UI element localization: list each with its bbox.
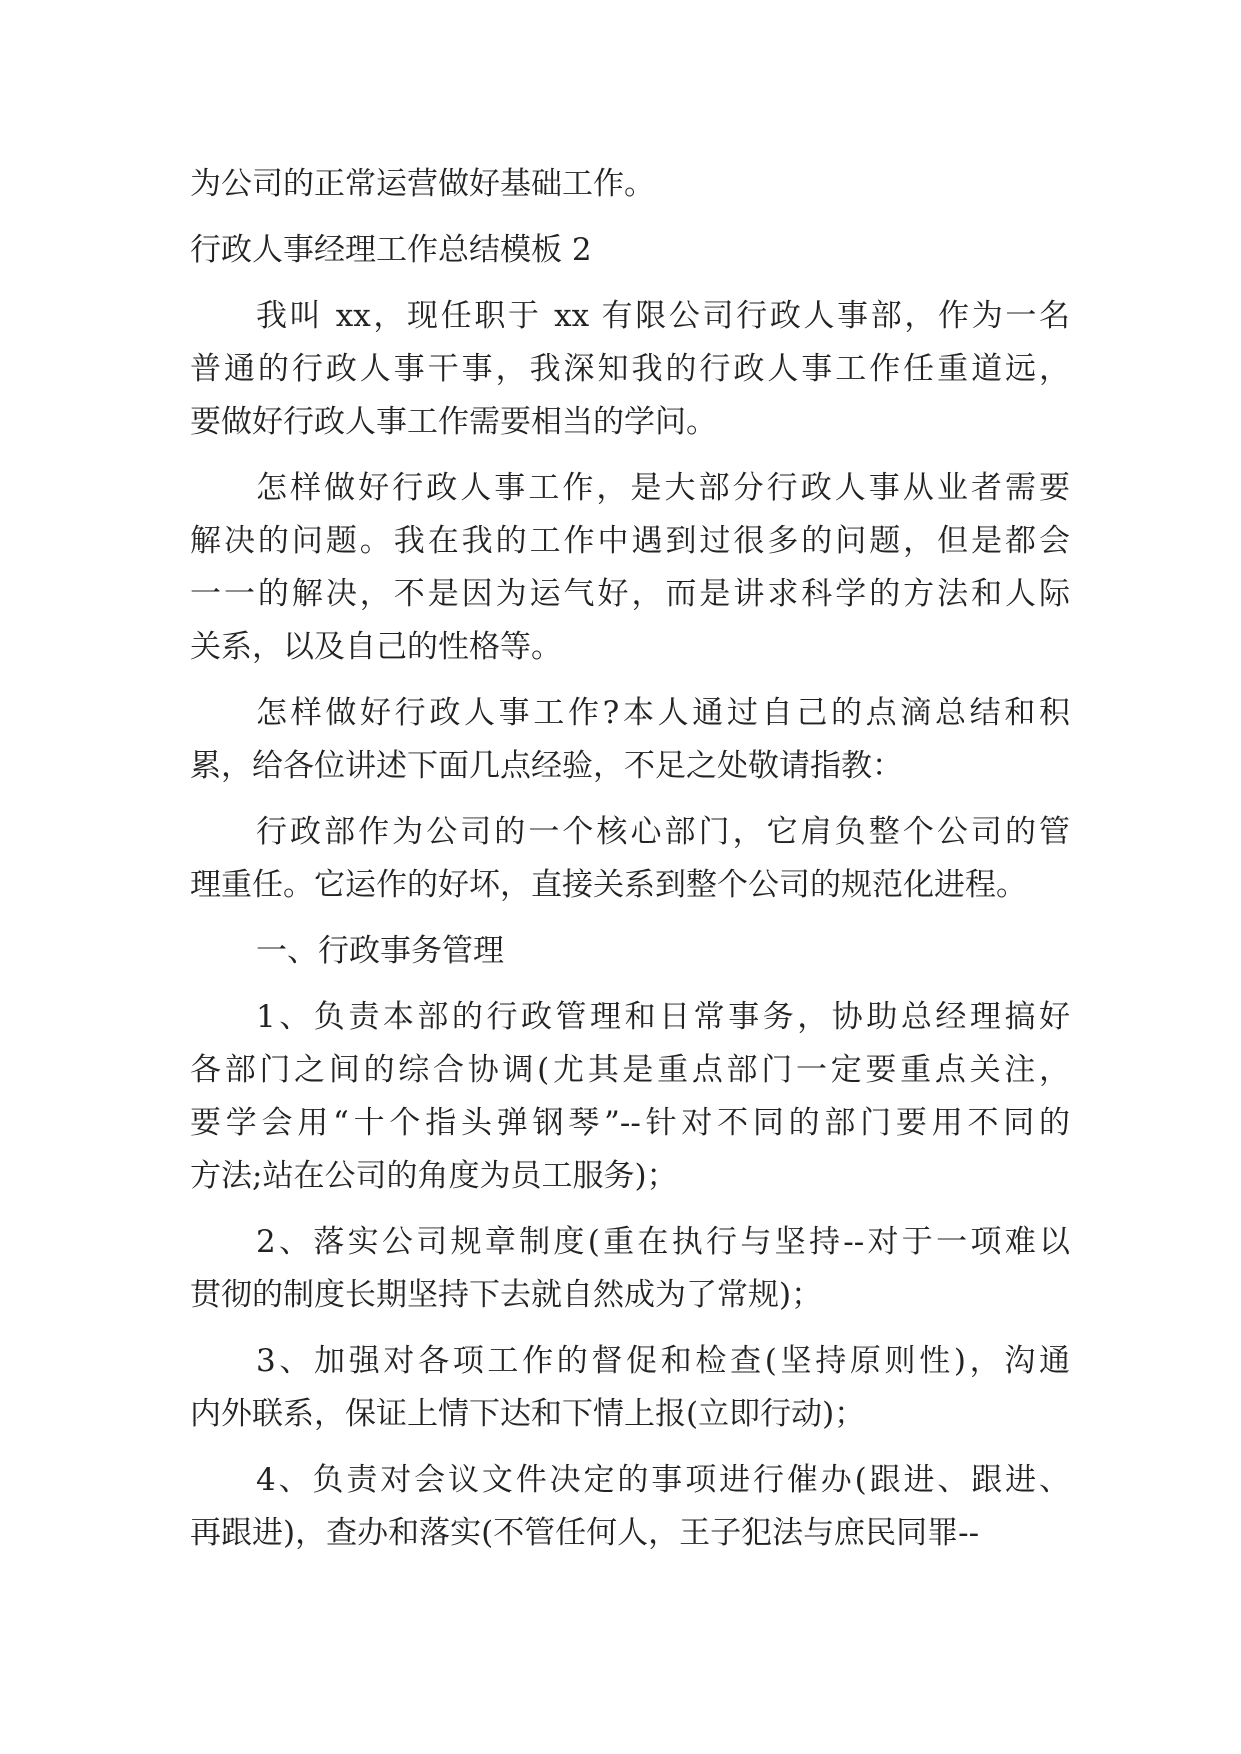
paragraph-line: 普通的行政人事干事，我深知我的行政人事工作任重道远， (190, 351, 1070, 387)
list-item-line: 各部门之间的综合协调(尤其是重点部门一定要重点关注， (190, 1052, 1070, 1088)
list-item-line: 贯彻的制度长期坚持下去就自然成为了常规)； (190, 1277, 823, 1313)
list-item-line: 方法;站在公司的角度为员工服务)； (190, 1158, 678, 1194)
list-item-line: 再跟进)，查办和落实(不管任何人，王子犯法与庶民同罪-- (190, 1515, 980, 1551)
paragraph-line: 一一的解决，不是因为运气好，而是讲求科学的方法和人际 (190, 576, 1070, 612)
paragraph-line: 理重任。它运作的好坏，直接关系到整个公司的规范化进程。 (190, 867, 1027, 903)
list-item-line: 4、负责对会议文件决定的事项进行催办(跟进、跟进、 (256, 1462, 1070, 1498)
paragraph-line: 关系，以及自己的性格等。 (190, 629, 562, 665)
list-item-line: 1、负责本部的行政管理和日常事务，协助总经理搞好 (256, 999, 1070, 1035)
document-body (190, 158, 1070, 1560)
paragraph-line: 怎样做好行政人事工作，是大部分行政人事从业者需要 (256, 470, 1070, 506)
subsection-heading: 一、行政事务管理 (256, 933, 504, 969)
paragraph-line: 解决的问题。我在我的工作中遇到过很多的问题，但是都会 (190, 523, 1070, 559)
list-item-line: 内外联系，保证上情下达和下情上报(立即行动)； (190, 1396, 866, 1432)
list-item-line: 要学会用“十个指头弹钢琴”--针对不同的部门要用不同的 (190, 1105, 1070, 1141)
paragraph-line: 要做好行政人事工作需要相当的学问。 (190, 404, 717, 440)
list-item-line: 3、加强对各项工作的督促和检查(坚持原则性)，沟通 (256, 1343, 1070, 1379)
section-heading: 行政人事经理工作总结模板 2 (190, 232, 592, 268)
paragraph-line: 我叫 xx，现任职于 xx 有限公司行政人事部，作为一名 (256, 298, 1070, 334)
paragraph-line: 怎样做好行政人事工作?本人通过自己的点滴总结和积 (256, 695, 1070, 731)
continuation-line: 为公司的正常运营做好基础工作。 (190, 166, 655, 202)
paragraph-line: 行政部作为公司的一个核心部门，它肩负整个公司的管 (256, 814, 1070, 850)
paragraph-line: 累，给各位讲述下面几点经验，不足之处敬请指教： (190, 748, 903, 784)
list-item-line: 2、落实公司规章制度(重在执行与坚持--对于一项难以 (256, 1224, 1070, 1260)
